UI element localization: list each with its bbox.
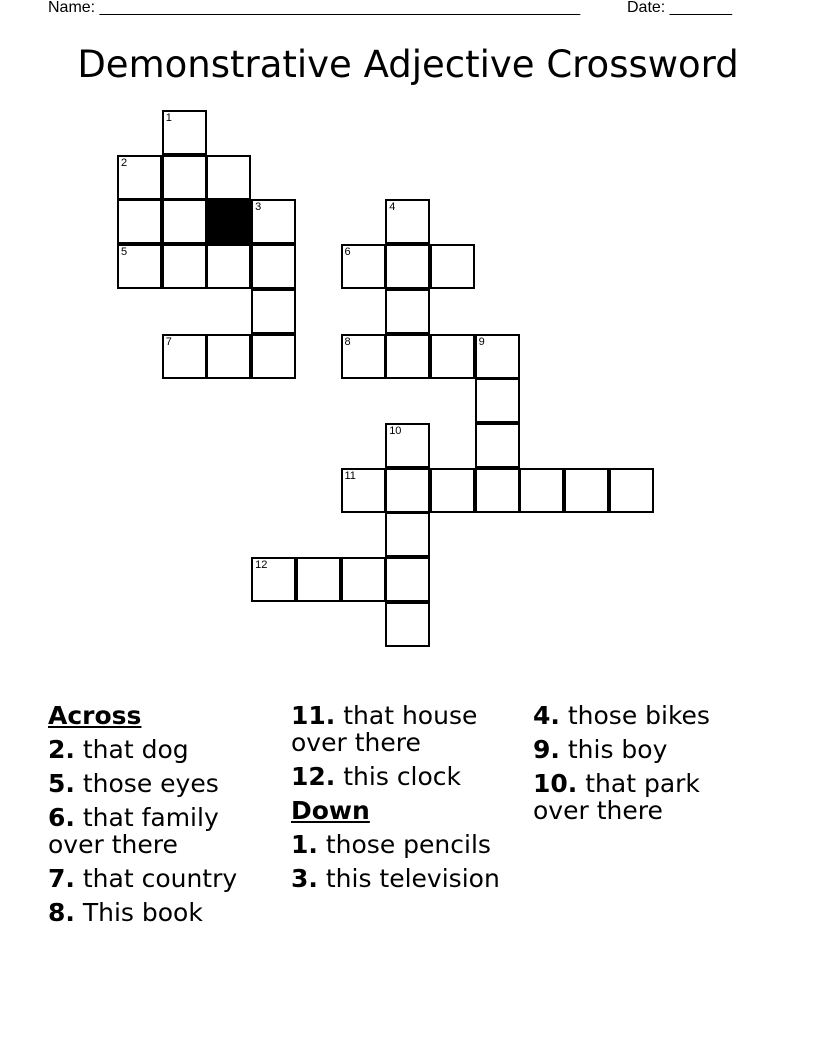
grid-cell[interactable] xyxy=(117,244,162,289)
cell-number: 5 xyxy=(121,246,128,259)
grid-cell[interactable] xyxy=(430,468,475,513)
grid-cell[interactable] xyxy=(385,199,430,244)
clue-text: those bikes xyxy=(567,701,710,730)
clue-number: 7. xyxy=(48,864,75,893)
clue-number: 11. xyxy=(291,701,336,730)
grid-cell[interactable] xyxy=(206,155,251,200)
cell-number: 6 xyxy=(344,246,351,259)
clue-text: this clock xyxy=(343,762,462,791)
cell-number: 3 xyxy=(255,201,262,214)
clue-number: 6. xyxy=(48,803,75,832)
grid-cell[interactable] xyxy=(385,289,430,334)
clue-text: that house over there xyxy=(291,701,478,757)
clue-text: This book xyxy=(82,898,203,927)
clue-number: 2. xyxy=(48,735,75,764)
grid-cell[interactable] xyxy=(385,244,430,289)
grid-cell[interactable] xyxy=(341,334,386,379)
cell-number: 8 xyxy=(344,335,351,348)
clue-column-2 xyxy=(291,702,516,899)
grid-cell[interactable] xyxy=(519,468,564,513)
clue-across-11 xyxy=(291,702,516,756)
grid-cell[interactable] xyxy=(341,557,386,602)
grid-cell[interactable] xyxy=(475,334,520,379)
clue-number: 8. xyxy=(48,898,75,927)
date-field-label: Date: _______ xyxy=(627,0,732,16)
clue-number: 12. xyxy=(291,762,336,791)
clue-text: that family over there xyxy=(48,803,219,859)
clue-text: those eyes xyxy=(82,769,219,798)
grid-cell[interactable] xyxy=(475,468,520,513)
grid-cell[interactable] xyxy=(564,468,609,513)
across-heading: Across xyxy=(48,701,142,730)
grid-cell[interactable] xyxy=(206,244,251,289)
grid-cell[interactable] xyxy=(385,468,430,513)
clue-number: 3. xyxy=(291,864,318,893)
clue-text: that country xyxy=(82,864,238,893)
clue-text: that park over there xyxy=(533,769,700,825)
grid-cell[interactable] xyxy=(296,557,341,602)
cell-number: 9 xyxy=(478,335,485,348)
grid-cell[interactable] xyxy=(251,289,296,334)
clue-column-3 xyxy=(533,702,753,831)
grid-cell[interactable] xyxy=(385,557,430,602)
clue-across-2 xyxy=(48,736,268,763)
clue-text: that dog xyxy=(82,735,189,764)
clue-across-5 xyxy=(48,770,268,797)
clue-across-7 xyxy=(48,865,268,892)
clue-number: 5. xyxy=(48,769,75,798)
grid-cell[interactable] xyxy=(475,423,520,468)
cell-number: 11 xyxy=(344,469,356,482)
cell-number: 2 xyxy=(121,156,128,169)
down-heading: Down xyxy=(291,796,370,825)
grid-cell[interactable] xyxy=(162,155,207,200)
cell-number: 12 xyxy=(255,559,268,571)
clue-text: this television xyxy=(325,864,500,893)
clue-across-12 xyxy=(291,763,516,790)
cell-number: 1 xyxy=(165,112,172,124)
grid-cell[interactable] xyxy=(251,557,296,602)
clue-across-8 xyxy=(48,899,268,926)
grid-cell[interactable] xyxy=(251,244,296,289)
grid-cell[interactable] xyxy=(162,334,207,379)
cell-number: 4 xyxy=(389,201,396,214)
clue-text: those pencils xyxy=(325,830,491,859)
grid-cell[interactable] xyxy=(117,199,162,244)
grid-cell[interactable] xyxy=(385,423,430,468)
cell-number: 7 xyxy=(165,335,172,348)
clue-down-3 xyxy=(291,865,516,892)
cell-number: 10 xyxy=(389,424,402,437)
grid-cell[interactable] xyxy=(117,155,162,200)
grid-cell[interactable] xyxy=(385,602,430,647)
grid-cell[interactable] xyxy=(385,334,430,379)
clue-text: this boy xyxy=(567,735,668,764)
grid-cell[interactable] xyxy=(251,334,296,379)
clue-number: 10. xyxy=(533,769,578,798)
grid-cell[interactable] xyxy=(430,244,475,289)
black-cell xyxy=(206,199,251,244)
grid-cell[interactable] xyxy=(475,378,520,423)
clue-number: 1. xyxy=(291,830,318,859)
name-field-label: Name: ______________________________________________________ xyxy=(48,0,581,16)
grid-cell[interactable] xyxy=(206,334,251,379)
clue-down-4 xyxy=(533,702,753,729)
clue-down-10 xyxy=(533,770,753,824)
clue-column-1 xyxy=(48,702,268,933)
grid-cell[interactable] xyxy=(341,468,386,513)
clue-number: 9. xyxy=(533,735,560,764)
clue-down-1 xyxy=(291,831,516,858)
grid-cell[interactable] xyxy=(385,512,430,557)
grid-cell[interactable] xyxy=(162,244,207,289)
grid-cell[interactable] xyxy=(609,468,654,513)
grid-cell[interactable] xyxy=(341,244,386,289)
grid-cell[interactable] xyxy=(430,334,475,379)
grid-cell[interactable] xyxy=(251,199,296,244)
clue-number: 4. xyxy=(533,701,560,730)
clue-across-6 xyxy=(48,804,268,858)
grid-cell[interactable] xyxy=(162,110,207,155)
page-title: Demonstrative Adjective Crossword xyxy=(77,43,739,86)
grid-cell[interactable] xyxy=(162,199,207,244)
clue-down-9 xyxy=(533,736,753,763)
